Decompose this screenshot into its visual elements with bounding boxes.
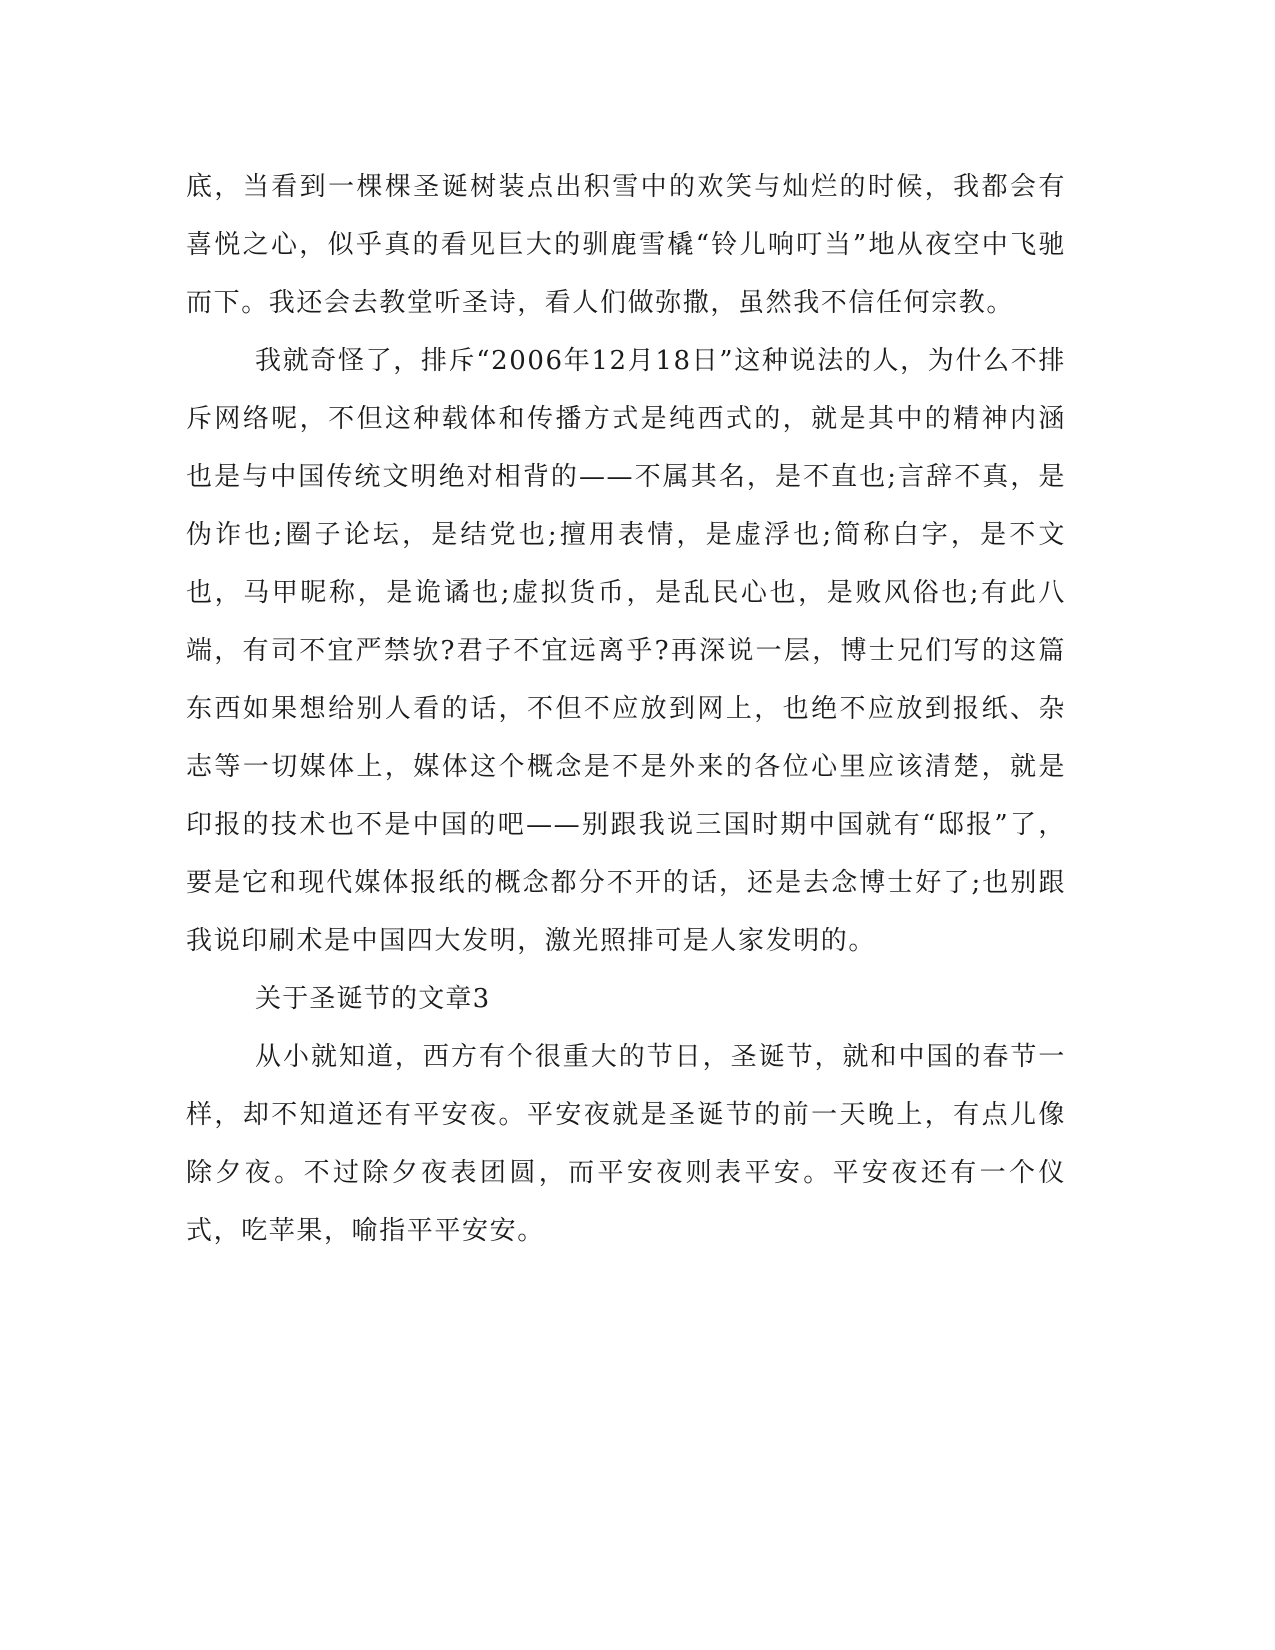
document-body [186,158,1066,1260]
paragraph-internet-argument: 我就奇怪了，排斥“2006年12月18日”这种说法的人，为什么不排斥网络呢，不但这种载体和传播方式是纯西式的，就是其中的精神内涵也是与中国传统文明绝对相背的——不属其名，是不直也;言辞不真，是伪诈也;圈子论坛，是结党也;擅用表情，是虚浮也;简称白字，是不文也，马甲昵称，是诡谲也;虚拟货币，是乱民心也，是败风俗也;有此八端，有司不宜严禁欤?君子不宜远离乎?再深说一层，博士兄们写的这篇东西如果想给别人看的话，不但不应放到网上，也绝不应放到报纸、杂志等一切媒体上，媒体这个概念是不是外来的各位心里应该清楚，就是印报的技术也不是中国的吧——别跟我说三国时期中国就有“邸报”了，要是它和现代媒体报纸的概念都分不开的话，还是去念博士好了;也别跟我说印刷术是中国四大发明，激光照排可是人家发明的。 [186,346,1066,956]
paragraph-christmas-eve: 从小就知道，西方有个很重大的节日，圣诞节，就和中国的春节一样，却不知道还有平安夜。平安夜就是圣诞节的前一天晚上，有点儿像除夕夜。不过除夕夜表团圆，而平安夜则表平安。平安夜还有一个仪式，吃苹果，喻指平平安安。 [186,1042,1066,1246]
section-title: 关于圣诞节的文章3 [255,984,491,1014]
paragraph-christmas-memories: 底，当看到一棵棵圣诞树装点出积雪中的欢笑与灿烂的时候，我都会有喜悦之心，似乎真的看见巨大的驯鹿雪橇“铃儿响叮当”地从夜空中飞驰而下。我还会去教堂听圣诗，看人们做弥撒，虽然我不信任何宗教。 [186,172,1066,318]
